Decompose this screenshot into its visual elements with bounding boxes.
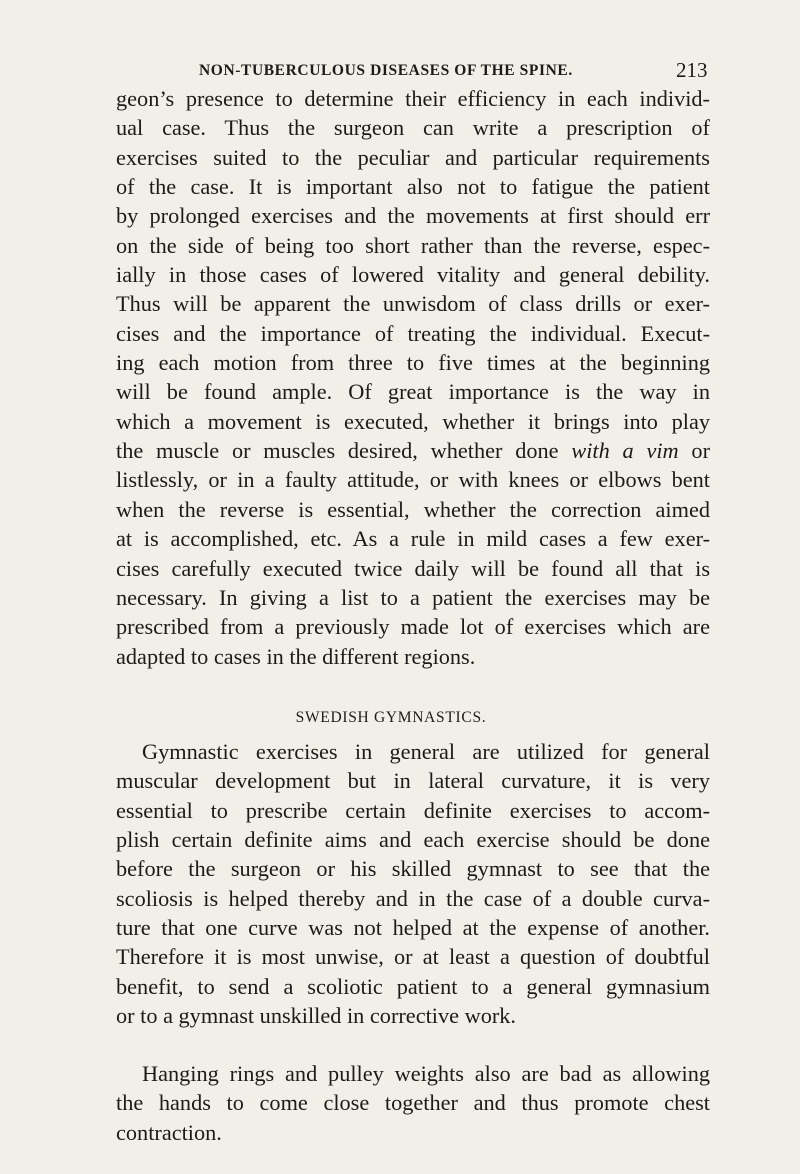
text-line: which a movement is executed, whether it brings into play	[116, 408, 710, 434]
text-line: listlessly, or in a faulty attitude, or with knees or elbows bent	[116, 467, 710, 493]
text-line-with-italic	[116, 436, 710, 465]
paragraph-3	[116, 1059, 710, 1147]
text-line: ially in those cases of lowered vitality and general debility.	[116, 262, 710, 288]
text-line: or to a gymnast unskilled in corrective work.	[116, 1003, 517, 1029]
text-line: by prolonged exercises and the movements at first should err	[116, 203, 710, 229]
text-line: ual case. Thus the surgeon can write a prescription of	[116, 115, 710, 141]
text-line: at is accomplished, etc. As a rule in mild cases a few exer-	[116, 526, 710, 552]
text-line: necessary. In giving a list to a patient the exercises may be	[116, 584, 710, 610]
paragraph-2	[116, 737, 710, 1030]
text-line: ing each motion from three to five times at the beginning	[116, 350, 710, 376]
text-line: adapted to cases in the different regions.	[116, 643, 476, 669]
section-heading-text: SWEDISH GYMNASTICS.	[295, 709, 487, 726]
text-line: Hanging rings and pulley weights also are bad as allowing	[142, 1061, 710, 1086]
text-line: essential to prescribe certain definite exercises to accom-	[116, 797, 710, 823]
text-segment: or	[678, 438, 711, 464]
text-line: Therefore it is most unwise, or at least a question of doubtful	[116, 944, 710, 970]
text-line: cises carefully executed twice daily will be found all that is	[116, 555, 710, 581]
text-line: the hands to come close together and thus promote chest	[116, 1090, 710, 1116]
text-line: Gymnastic exercises in general are utilized for general	[142, 739, 710, 764]
text-line: when the reverse is essential, whether the correction aimed	[116, 496, 710, 522]
text-line: muscular development but in lateral curvature, it is very	[116, 768, 710, 794]
text-line: prescribed from a previously made lot of exercises which are	[116, 614, 710, 640]
text-line: scoliosis is helped thereby and in the case of a double curva-	[116, 885, 710, 911]
text-line: on the side of being too short rather than the reverse, espec-	[116, 232, 710, 258]
text-line: Thus will be apparent the unwisdom of class drills or exer-	[116, 291, 710, 317]
text-line: contraction.	[116, 1119, 222, 1145]
text-line: geon’s presence to determine their efficiency in each individ-	[116, 86, 710, 111]
text-line: of the case. It is important also not to fatigue the patient	[116, 174, 710, 200]
text-line: ture that one curve was not helped at the expense of another.	[116, 915, 710, 941]
text-line: exercises suited to the peculiar and particular requirements	[116, 144, 710, 170]
text-line: plish certain definite aims and each exercise should be done	[116, 827, 710, 853]
running-title: NON-TUBERCULOUS DISEASES OF THE SPINE.	[199, 62, 573, 79]
paragraph-1	[116, 84, 710, 671]
text-line: will be found ample. Of great importance is the way in	[116, 379, 710, 405]
text-line: before the surgeon or his skilled gymnast to see that the	[116, 856, 710, 882]
italic-phrase: with a vim	[571, 438, 679, 464]
running-header	[0, 60, 800, 84]
page-number: 213	[676, 58, 708, 82]
text-segment: the muscle or muscles desired, whether done	[116, 438, 559, 464]
text-line: benefit, to send a scoliotic patient to a general gymnasium	[116, 973, 710, 999]
text-line: cises and the importance of treating the individual. Execut-	[116, 320, 710, 346]
section-heading	[0, 709, 800, 727]
